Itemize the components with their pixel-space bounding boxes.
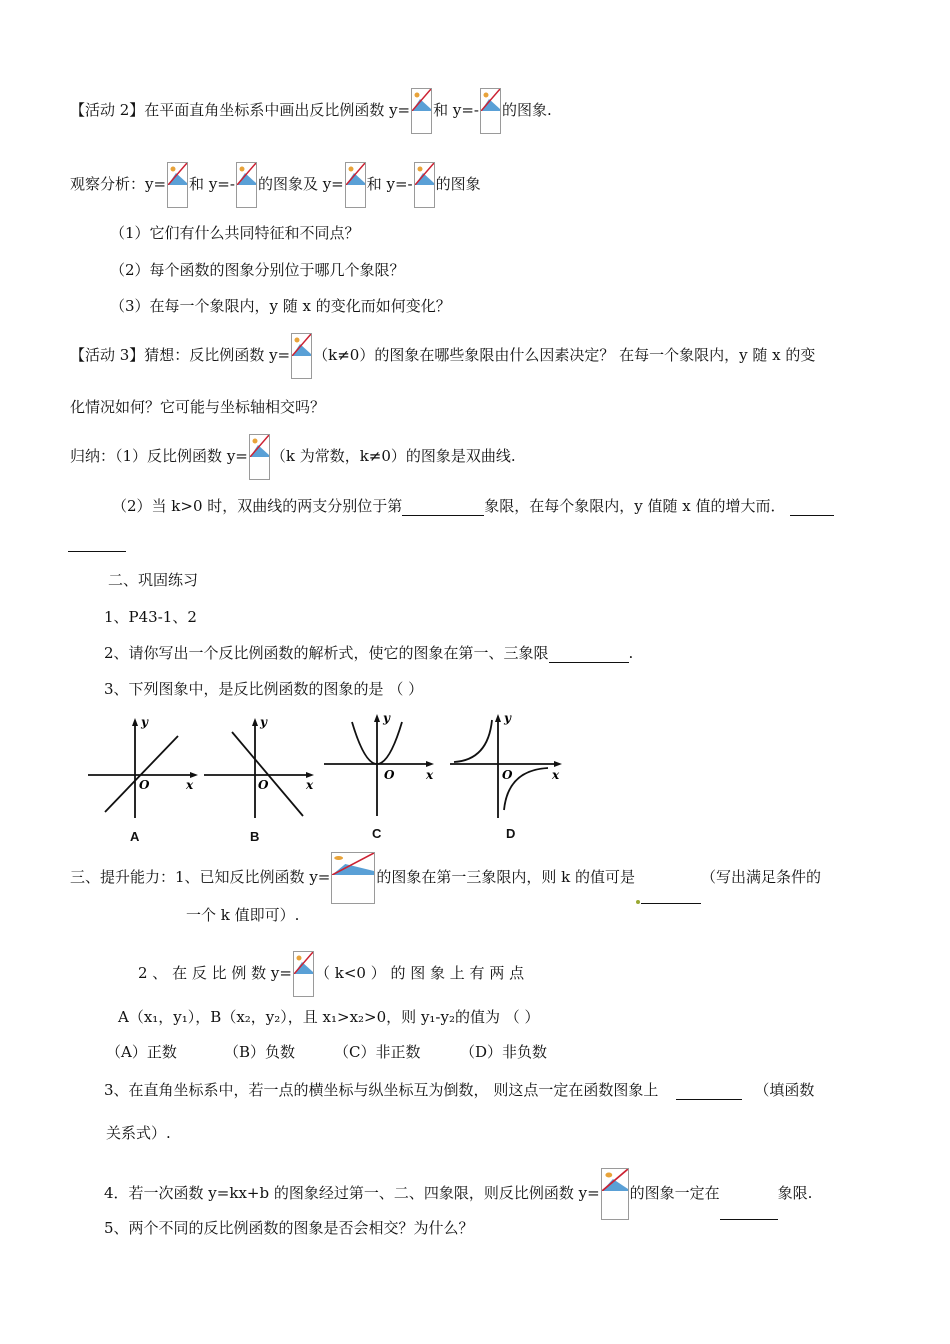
graph-label-d: D (506, 826, 516, 841)
section3-q3b: （填函数 (754, 1081, 815, 1099)
section3-q1 (70, 852, 821, 904)
activity3-prefix: 【活动 3】猜想：反比例函数 y= (70, 346, 291, 364)
answer-blank[interactable] (641, 887, 701, 904)
x-axis-label: x (552, 768, 560, 782)
section3-q1c: （写出满足条件的 (701, 868, 822, 886)
origin-label: O (258, 778, 269, 792)
activity2-suffix: 的图象. (502, 101, 552, 119)
fraction-image-icon (414, 162, 435, 208)
observe-and1: 和 y=- (189, 175, 235, 193)
observe-suffix: 的图象 (435, 175, 481, 193)
question-3 (110, 296, 451, 316)
fraction-image-icon (331, 852, 375, 904)
summary-blank-cont[interactable] (68, 532, 126, 552)
fraction-image-icon (345, 162, 366, 208)
summary-line1 (70, 434, 516, 480)
graph-label-b: B (250, 829, 260, 844)
answer-blank[interactable] (402, 499, 484, 516)
section2-q2-end: . (628, 644, 634, 662)
graph-b (202, 714, 318, 820)
summary-p2b: 象限，在每个象限内，y 值随 x 值的增大而． (484, 497, 786, 515)
answer-blank[interactable] (790, 499, 834, 516)
section2-q2-text: 2、请你写出一个反比例函数的解析式，使它的图象在第一、三象限 (104, 644, 549, 662)
fraction-image-icon (480, 88, 501, 134)
section3-q4 (104, 1168, 812, 1220)
fraction-image-icon (601, 1168, 629, 1220)
question-2: （2）每个函数的图象分别位于哪几个象限？ (110, 261, 405, 279)
activity3-line (70, 333, 815, 379)
answer-blank[interactable] (549, 646, 629, 663)
graph-label-a: A (130, 829, 140, 844)
fraction-image-icon (291, 333, 312, 379)
origin-label: O (139, 778, 150, 792)
marker-dot (636, 900, 640, 904)
section3-q1b: 的图象在第一三象限内，则 k 的值可是 (376, 868, 635, 886)
section3-q2-points: A（x₁，y₁），B（x₂，y₂），且 x₁>x₂>0，则 y₁-y₂的值为 （ ） (118, 1008, 540, 1026)
activity2-line (70, 88, 552, 134)
fraction-image-icon (293, 951, 314, 997)
section3-q3 (104, 1080, 814, 1100)
observe-and2: 和 y=- (366, 175, 413, 193)
x-axis-label: x (186, 778, 194, 792)
fraction-image-icon (411, 88, 432, 134)
activity3-suffix: （k≠0）的图象在哪些象限由什么因素决定？ 在每一个象限内，y 随 x 的变 (313, 346, 816, 364)
y-axis-label: y (141, 715, 148, 729)
fraction-image-icon (236, 162, 257, 208)
section2-title: 二、巩固练习 (108, 571, 199, 589)
option-d[interactable]: （D）非负数 (460, 1043, 548, 1061)
section3-q5: 5、两个不同的反比例函数的图象是否会相交？为什么？ (104, 1219, 474, 1237)
observe-prefix: 观察分析：y= (70, 175, 167, 193)
activity2-mid: 和 y=- (433, 101, 480, 119)
option-c[interactable]: （C）非正数 (334, 1043, 421, 1061)
section3-q4b: 的图象一定在 (629, 1184, 720, 1202)
origin-label: O (384, 768, 395, 782)
graph-label-c: C (372, 826, 382, 841)
fraction-image-icon (249, 434, 270, 480)
option-b[interactable]: （B）负数 (224, 1043, 296, 1061)
section3-q1a: 三、提升能力：1、已知反比例函数 y= (70, 868, 331, 886)
section3-q4c: 象限. (777, 1184, 813, 1202)
summary-suffix: （k 为常数，k≠0）的图象是双曲线. (270, 447, 516, 465)
graph-d (448, 710, 564, 822)
section2-q2 (104, 643, 633, 663)
answer-blank[interactable] (676, 1083, 742, 1100)
section2-q1: 1、P43-1、2 (104, 608, 197, 626)
activity2-prefix: 【活动 2】在平面直角坐标系中画出反比例函数 y= (70, 101, 411, 119)
y-axis-label: y (504, 711, 511, 725)
section3-q1-line2: 一个 k 值即可）. (186, 906, 300, 924)
section3-q4a: 4．若一次函数 y=kx+b 的图象经过第一、二、四象限，则反比例函数 y= (104, 1184, 600, 1202)
section2-q3: 3、下列图象中，是反比例函数的图象的是 （ ） (104, 680, 424, 698)
x-axis-label: x (426, 768, 434, 782)
observe-mid: 的图象及 y= (257, 175, 344, 193)
origin-label: O (502, 768, 513, 782)
section3-q3a: 3、在直角坐标系中，若一点的横坐标与纵坐标互为倒数， 则这点一定在函数图象上 (104, 1081, 659, 1099)
section3-q2b: （ k<0 ） 的 图 象 上 有 两 点 (314, 964, 525, 982)
observe-line (70, 162, 481, 208)
section3-q2 (138, 951, 524, 997)
y-axis-label: y (260, 715, 267, 729)
x-axis-label: x (306, 778, 314, 792)
option-a[interactable]: （A）正数 (106, 1043, 177, 1061)
activity3-line2: 化情况如何？它可能与坐标轴相交吗？ (70, 398, 326, 416)
graph-c (322, 710, 438, 820)
answer-blank[interactable] (720, 1203, 778, 1220)
summary-line2 (112, 496, 834, 516)
section3-q3-line2: 关系式）. (106, 1124, 171, 1142)
summary-prefix: 归纳：（1）反比例函数 y= (70, 447, 248, 465)
graph-a (86, 714, 202, 820)
fraction-image-icon (167, 162, 188, 208)
question-1: （1）它们有什么共同特征和不同点？ (110, 224, 360, 242)
question-3-text: （3）在每一个象限内，y 随 x 的变化而如何变化？ (110, 297, 451, 315)
summary-p2a: （2）当 k>0 时，双曲线的两支分别位于第 (112, 497, 403, 515)
section3-q2a: 2 、 在 反 比 例 数 y= (138, 964, 292, 982)
y-axis-label: y (383, 711, 390, 725)
